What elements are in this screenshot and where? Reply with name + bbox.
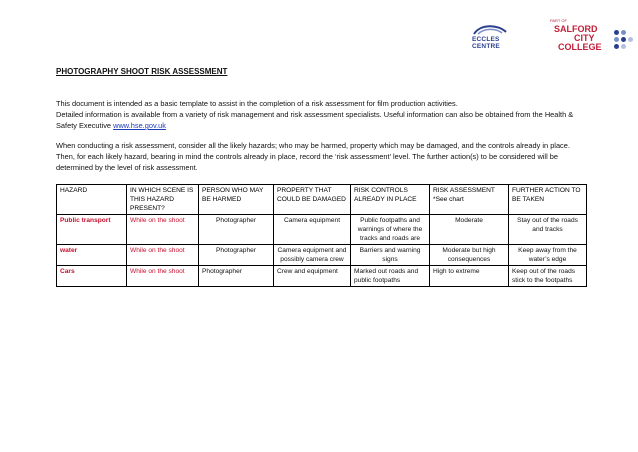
salford-college-logo: [524, 18, 634, 62]
part-of-label: PART OF: [550, 18, 567, 23]
intro-line-1: This document is intended as a basic template to assist in the completion of a risk assessment for film production activities.: [56, 99, 458, 108]
hazard-cell: Cars: [57, 266, 127, 287]
assessment-cell: Moderate: [430, 215, 509, 245]
salford-logo-line1: SALFORD: [554, 24, 598, 34]
college-logos: [468, 18, 634, 62]
header-assessment: RISK ASSESSMENT *See chart: [430, 185, 509, 215]
scene-cell: While on the shoot: [127, 215, 199, 245]
controls-cell: Marked out roads and public footpaths: [351, 266, 430, 287]
salford-logo-line2: CITY: [574, 33, 595, 43]
salford-dots-icon: [614, 30, 634, 52]
risk-assessment-table: [56, 184, 587, 287]
hazard-cell: Public transport: [57, 215, 127, 245]
person-cell: Photographer: [199, 266, 274, 287]
action-cell: Keep away from the water’s edge: [509, 245, 587, 266]
table-row: [57, 266, 587, 287]
controls-cell: Barriers and warning signs: [351, 245, 430, 266]
hse-link[interactable]: www.hse.gov.uk: [113, 121, 166, 130]
header-controls: RISK CONTROLS ALREADY IN PLACE: [351, 185, 430, 215]
table-header-row: [57, 185, 587, 215]
header-property: PROPERTY THAT COULD BE DAMAGED: [274, 185, 351, 215]
property-cell: Camera equipment: [274, 215, 351, 245]
intro-line-2: Detailed information is available from a variety of risk management and risk assessment specialists. Useful information can also be obtained from the Health & Safety Executive: [56, 110, 574, 130]
intro-paragraph: [56, 98, 586, 131]
table-row: [57, 215, 587, 245]
eccles-logo-line2: CENTRE: [472, 43, 500, 50]
action-cell: Keep out of the roads stick to the footpaths: [509, 266, 587, 287]
eccles-logo-text: [472, 36, 500, 50]
controls-cell: Public footpaths and warnings of where the tracks and roads are: [351, 215, 430, 245]
header-scene: IN WHICH SCENE IS THIS HAZARD PRESENT?: [127, 185, 199, 215]
assessment-cell: High to extreme: [430, 266, 509, 287]
scene-cell: While on the shoot: [127, 245, 199, 266]
header-person: PERSON WHO MAY BE HARMED: [199, 185, 274, 215]
assessment-cell: Moderate but high consequences: [430, 245, 509, 266]
scene-cell: While on the shoot: [127, 266, 199, 287]
header-hazard: HAZARD: [57, 185, 127, 215]
action-cell: Stay out of the roads and tracks: [509, 215, 587, 245]
salford-logo-line3: COLLEGE: [558, 42, 602, 52]
hazard-cell: water: [57, 245, 127, 266]
instructions-paragraph: When conducting a risk assessment, consider all the likely hazards; who may be harmed, property which may be damaged, and the controls already in place. Then, for each likely hazard, bearing in mind the controls already in place, record the ‘risk assessment’ level. The further action(s) to be considered will be determined by the level of risk assessment.: [56, 141, 570, 172]
person-cell: Photographer: [199, 215, 274, 245]
eccles-logo-line1: ECCLES: [472, 36, 500, 43]
header-action: FURTHER ACTION TO BE TAKEN: [509, 185, 587, 215]
property-cell: Camera equipment and possibly camera crew: [274, 245, 351, 266]
document-title: PHOTOGRAPHY SHOOT RISK ASSESSMENT: [56, 67, 228, 76]
table-row: [57, 245, 587, 266]
property-cell: Crew and equipment: [274, 266, 351, 287]
eccles-centre-logo: [468, 22, 512, 58]
person-cell: Photographer: [199, 245, 274, 266]
